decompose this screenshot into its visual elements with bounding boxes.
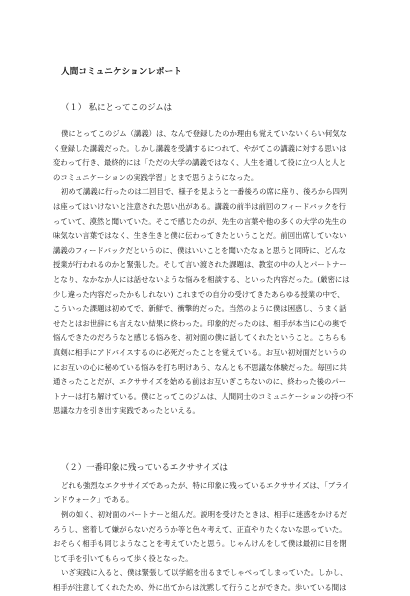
body-line: どれも強烈なエクササイズであったが、特に印象に残っているエクササイズは、「ブライ	[61, 480, 350, 490]
body-line: せたとはお世辞にも言えない結果に終わった。印象的だったのは、相手が本当に心の奥で	[53, 318, 347, 328]
body-line: 思議な力を引き出す実践であったといえる。	[53, 406, 200, 416]
body-line: 僕にとってこのジム（講義）は、なんで登録したのか理由も覚えていないくらい何気な	[61, 129, 347, 138]
body-line: トナーは打ち解けている。僕にとってこのジムは、人間同士のコミュニケーションの持つ不	[53, 391, 354, 401]
body-line: 初めて講義に行ったのは二回目で、様子を見ようと一番後ろの席に座り、後ろから四列	[61, 187, 348, 197]
body-line: 講義のフィードバックだというのに、僕はいいことを聞いたなぁと思うと同時に、どんな	[53, 245, 347, 255]
body-line: いざ実践に入ると、僕は緊張して以学館を出るまでしゃべってしまっていた。しかし、	[61, 568, 348, 578]
body-line: となり、なかなか人には話せないような悩みを相談する、といった内容だった。(厳密には	[53, 274, 350, 284]
body-line: 変わって行き、最終的には「ただの大学の講義ではなく、人生を通して役に立つ人と人と	[53, 158, 347, 168]
body-line: じて手を引いてもらって歩く役となった。	[53, 553, 193, 563]
body-line: 通さったことだが、エクササイズを始める前はお互いぎこちないのに、終わった後のパー	[53, 377, 347, 387]
document-title: 人間コミュニケションレポート	[61, 67, 182, 77]
body-line: 少し違った内容だったかもしれない) これまでの自分の受けてきたあらゆる授業の中で、	[53, 289, 345, 299]
body-line: こういった課題は初めてで、新鮮で、衝撃的だった。当然のように僕は困惑し、うまく話	[53, 304, 347, 314]
body-line: 授業が行われるのかと緊張した。そして言い渡された課題は、教室の中の人とパートナー	[53, 260, 347, 270]
body-line: は座ってはいけないと注意された思い出がある。講義の前半は前回のフィードバックを行	[53, 201, 347, 211]
body-line: ンドウォーク」である。	[53, 495, 134, 505]
body-line: ろうし、密着して嫌がらないだろうか等と色々考えて、正直やりたくないな思っていた。	[53, 524, 347, 534]
section-2-body	[53, 479, 362, 596]
body-line: く登録した講義だった。しかし講義を受講するにつれて、やがてこの講義に対する思いは	[53, 143, 347, 153]
body-line: 相手が注意してくれたため、外に出てからは沈黙して行うことができた。歩いている間は	[53, 583, 347, 593]
body-line: っていて、漠然と聞いていた。そこで感じたのが、先生の言葉や他の多くの大学の先生の	[53, 216, 347, 226]
section-heading-2: （２）一番印象に残っているエクササイズは	[61, 461, 228, 472]
section-1-body	[53, 127, 362, 419]
body-line: 例の如く、初対面のパートナーと組んだ。説明を受けたときは、相手に迷惑をかけるだ	[61, 510, 348, 520]
body-line: 味気ない言葉ではなく、生き生きと僕に伝わってきたということだ。前回出席していない	[53, 231, 347, 241]
body-line: おそらく相手も同じようなことを考えていたと思う。じゃんけんをして僕は最初に目を閉	[53, 539, 347, 549]
body-line: 真剣に相手にアドバイスするのに必死だったことを覚えている。お互い初対面だというの	[53, 347, 347, 357]
body-line: 悩んできたのだろうなと感じる悩みを、初対面の僕に話してくれたということ。こちらも	[53, 333, 347, 343]
body-line: のコミュニケーションの実践学習」とまで思うようになった。	[53, 172, 259, 182]
body-line: にお互いの心に秘めている悩みを打ち明けあう、なんとも不思議な体験だった。毎回に共	[53, 362, 347, 372]
section-heading-1: （１） 私にとってこのジムは	[61, 102, 173, 112]
